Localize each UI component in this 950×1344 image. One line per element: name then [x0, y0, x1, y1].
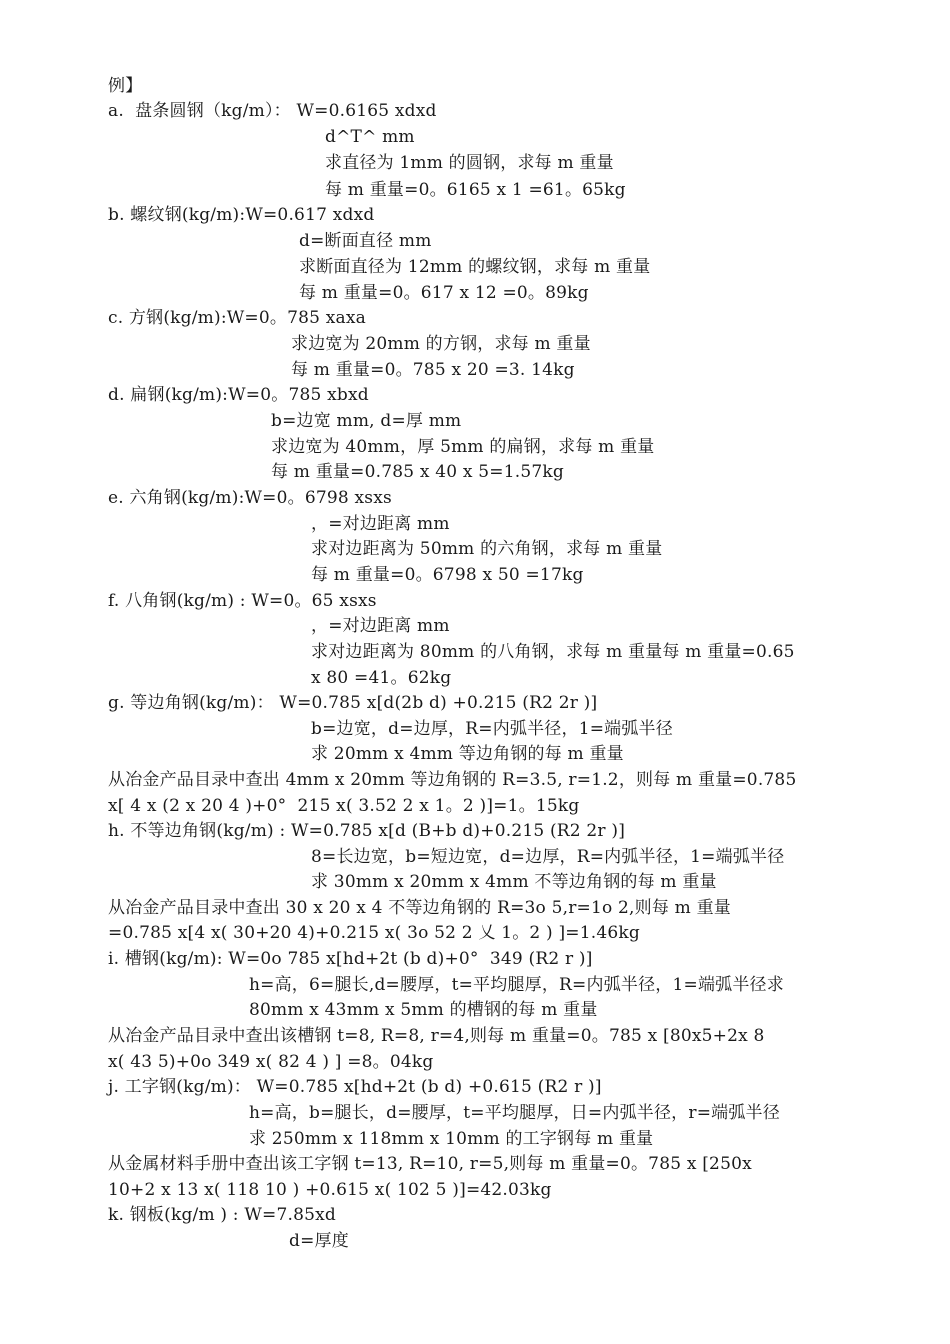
item-e-line: ，=对边距离 mm	[311, 514, 450, 534]
item-d-line: 每 m 重量=0.785 x 40 x 5=1.57kg	[271, 462, 564, 482]
item-i-line: 80mm x 43mm x 5mm 的槽钢的每 m 重量	[249, 1000, 598, 1020]
item-j-calc: 从金属材料手册中查出该工字钢 t=13, R=10, r=5,则每 m 重量=0。785 x [250x	[108, 1154, 752, 1174]
item-d-line: 求边宽为 40mm，厚 5mm 的扁钢，求每 m 重量	[271, 437, 655, 457]
item-f-heading: f. 八角钢(kg/m) : W=0。65 xsxs	[108, 591, 377, 611]
item-g-calc: x[ 4 x (2 x 20 4 )+0° 215 x( 3.52 2 x 1。2 )]=1。15kg	[108, 796, 580, 816]
item-a-line: 求直径为 1mm 的圆钢，求每 m 重量	[325, 153, 614, 173]
item-j-line: 求 250mm x 118mm x 10mm 的工字钢每 m 重量	[249, 1129, 654, 1149]
item-h-line: 求 30mm x 20mm x 4mm 不等边角钢的每 m 重量	[311, 872, 717, 892]
item-j-line: h=高，b=腿长，d=腰厚，t=平均腿厚，日=内弧半径，r=端弧半径	[249, 1103, 780, 1123]
item-h-line: 8=长边宽，b=短边宽，d=边厚，R=内弧半径，1=端弧半径	[311, 847, 785, 867]
item-f-line: 求对边距离为 80mm 的八角钢，求每 m 重量每 m 重量=0.65	[311, 642, 795, 662]
item-k-line: d=厚度	[289, 1231, 349, 1251]
item-g-line: 求 20mm x 4mm 等边角钢的每 m 重量	[311, 744, 624, 764]
item-f-line: ，=对边距离 mm	[311, 616, 450, 636]
item-h-calc: 从冶金产品目录中查出 30 x 20 x 4 不等边角钢的 R=3o 5,r=1o 2,则每 m 重量	[108, 898, 731, 918]
item-e-line: 每 m 重量=0。6798 x 50 =17kg	[311, 565, 584, 585]
item-g-line: b=边宽，d=边厚，R=内弧半径，1=端弧半径	[311, 719, 673, 739]
item-a-line: d^T^ mm	[325, 127, 415, 147]
item-c-line: 每 m 重量=0。785 x 20 =3. 14kg	[291, 360, 575, 380]
item-a-heading: a. 盘条圆钢（kg/m）： W=0.6165 xdxd	[108, 101, 437, 121]
item-d-line: b=边宽 mm, d=厚 mm	[271, 411, 462, 431]
item-f-line: x 80 =41。62kg	[311, 668, 452, 688]
item-e-line: 求对边距离为 50mm 的六角钢，求每 m 重量	[311, 539, 663, 559]
intro-label: 例】	[108, 76, 143, 96]
item-b-line: 求断面直径为 12mm 的螺纹钢，求每 m 重量	[299, 257, 651, 277]
item-i-heading: i. 槽钢(kg/m): W=0o 785 x[hd+2t (b d)+0° 349 (R2 r )]	[108, 949, 593, 969]
item-i-calc: 从冶金产品目录中查出该槽钢 t=8, R=8, r=4,则每 m 重量=0。785 x [80x5+2x 8	[108, 1026, 765, 1046]
item-c-line: 求边宽为 20mm 的方钢，求每 m 重量	[291, 334, 591, 354]
item-h-calc: =0.785 x[4 x( 30+20 4)+0.215 x( 3o 52 2 乂 1。2 ) ]=1.46kg	[108, 923, 640, 943]
item-b-line: 每 m 重量=0。617 x 12 =0。89kg	[299, 283, 589, 303]
item-g-heading: g. 等边角钢(kg/m)： W=0.785 x[d(2b d) +0.215 (R2 2r )]	[108, 693, 598, 713]
item-a-line: 每 m 重量=0。6165 x 1 =61。65kg	[325, 180, 626, 200]
item-e-heading: e. 六角钢(kg/m):W=0。6798 xsxs	[108, 488, 392, 508]
item-h-heading: h. 不等边角钢(kg/m) : W=0.785 x[d (B+b d)+0.215 (R2 2r )]	[108, 821, 626, 841]
item-j-heading: j. 工字钢(kg/m)： W=0.785 x[hd+2t (b d) +0.615 (R2 r )]	[108, 1077, 602, 1097]
item-i-line: h=高，6=腿长,d=腰厚，t=平均腿厚，R=内弧半径，1=端弧半径求	[249, 975, 784, 995]
item-j-calc: 10+2 x 13 x( 118 10 ) +0.615 x( 102 5 )]=42.03kg	[108, 1180, 552, 1200]
item-b-heading: b. 螺纹钢(kg/m):W=0.617 xdxd	[108, 205, 375, 225]
item-k-heading: k. 钢板(kg/m ) : W=7.85xd	[108, 1205, 336, 1225]
item-c-heading: c. 方钢(kg/m):W=0。785 xaxa	[108, 308, 366, 328]
item-g-calc: 从冶金产品目录中查出 4mm x 20mm 等边角钢的 R=3.5, r=1.2，则每 m 重量=0.785	[108, 770, 797, 790]
item-i-calc: x( 43 5)+0o 349 x( 82 4 ) ] =8。04kg	[108, 1052, 434, 1072]
item-b-line: d=断面直径 mm	[299, 231, 432, 251]
item-d-heading: d. 扁钢(kg/m):W=0。785 xbxd	[108, 385, 369, 405]
